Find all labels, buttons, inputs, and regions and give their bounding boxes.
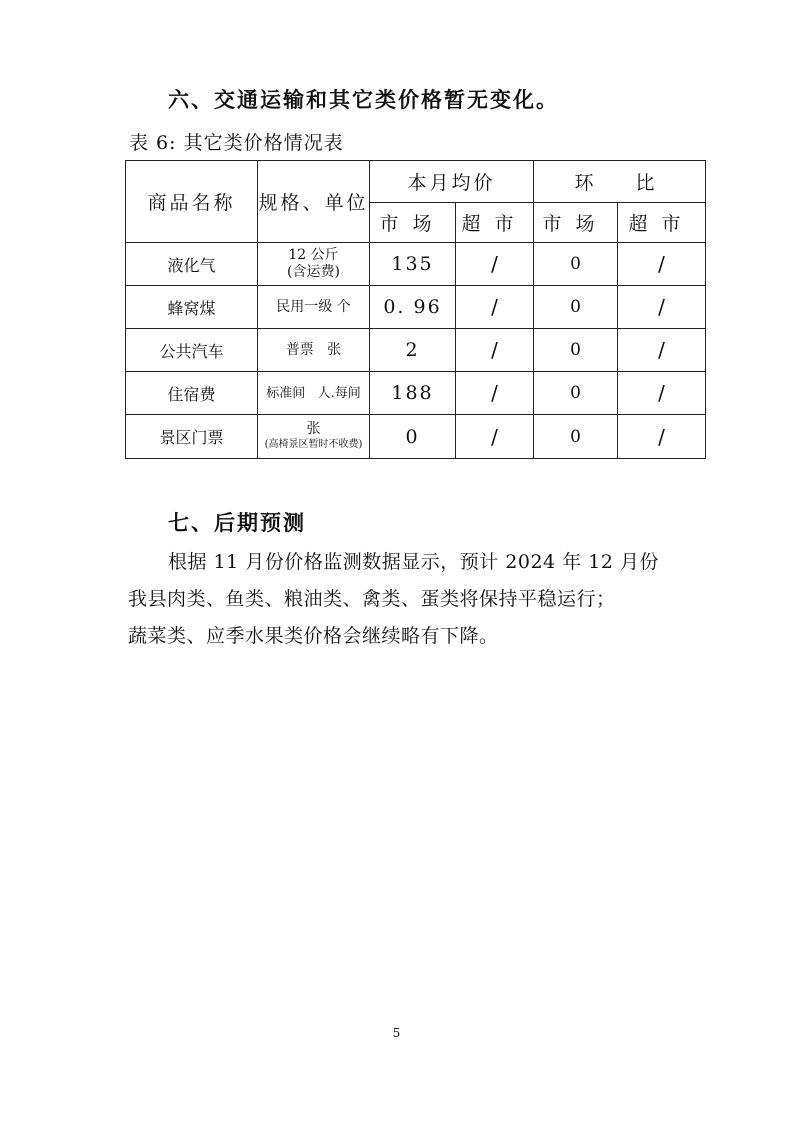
header-spec: 规格、单位: [258, 161, 370, 243]
row-market-price: 2: [370, 329, 456, 372]
row-mom-market: 0: [534, 243, 618, 286]
page-number: 5: [392, 1026, 401, 1040]
header-name: 商品名称: [126, 161, 258, 243]
price-table: [125, 160, 706, 459]
section-7-heading: 七、后期预测: [168, 511, 306, 535]
row-spec-main: 张: [306, 421, 321, 437]
row-spec: 标准间 人.每间: [258, 372, 370, 415]
row-mom-supermarket: /: [618, 372, 706, 415]
table-row: [126, 243, 706, 286]
row-supermarket-price: /: [456, 243, 534, 286]
section-6-heading: 六、交通运输和其它类价格暂无变化。: [168, 88, 559, 112]
table-row: [126, 372, 706, 415]
forecast-line: 我县肉类、鱼类、粮油类、禽类、蛋类将保持平稳运行；: [128, 588, 616, 610]
row-mom-supermarket: /: [618, 329, 706, 372]
forecast-line: 蔬菜类、应季水果类价格会继续略有下降。: [128, 625, 499, 647]
row-name: 景区门票: [126, 415, 258, 459]
table-row: [126, 286, 706, 329]
row-spec: [258, 243, 370, 286]
row-mom-supermarket: /: [618, 415, 706, 459]
row-supermarket-price: /: [456, 286, 534, 329]
row-spec: 民用一级 个: [258, 286, 370, 329]
row-name: 液化气: [126, 243, 258, 286]
row-name: 住宿费: [126, 372, 258, 415]
row-market-price: 0: [370, 415, 456, 459]
row-market-price: 188: [370, 372, 456, 415]
subheader-mom-supermarket: 超市: [618, 203, 706, 243]
table-caption: 表 6: 其它类价格情况表: [129, 132, 344, 154]
row-mom-market: 0: [534, 372, 618, 415]
forecast-paragraph: [128, 544, 688, 655]
row-spec-note: (高椅景区暂时不收费): [264, 439, 363, 450]
row-mom-supermarket: /: [618, 286, 706, 329]
row-name: 蜂窝煤: [126, 286, 258, 329]
row-market-price: 135: [370, 243, 456, 286]
row-mom-market: 0: [534, 286, 618, 329]
subheader-supermarket: 超市: [456, 203, 534, 243]
header-monthly-avg: 本月均价: [370, 161, 534, 203]
table-row: [126, 329, 706, 372]
row-market-price: 0. 96: [370, 286, 456, 329]
row-spec-note: (含运费): [287, 264, 340, 280]
subheader-market: 市场: [370, 203, 456, 243]
row-mom-supermarket: /: [618, 243, 706, 286]
row-supermarket-price: /: [456, 372, 534, 415]
row-supermarket-price: /: [456, 415, 534, 459]
row-spec: 普票 张: [258, 329, 370, 372]
header-mom: 环 比: [534, 161, 706, 203]
row-mom-market: 0: [534, 415, 618, 459]
row-supermarket-price: /: [456, 329, 534, 372]
row-spec-main: 12 公斤: [288, 247, 339, 263]
forecast-line: 根据 11 月份价格监测数据显示，预计 2024 年 12 月份: [168, 551, 659, 573]
table-row: [126, 415, 706, 459]
row-spec: [258, 415, 370, 459]
subheader-mom-market: 市场: [534, 203, 618, 243]
row-name: 公共汽车: [126, 329, 258, 372]
row-mom-market: 0: [534, 329, 618, 372]
